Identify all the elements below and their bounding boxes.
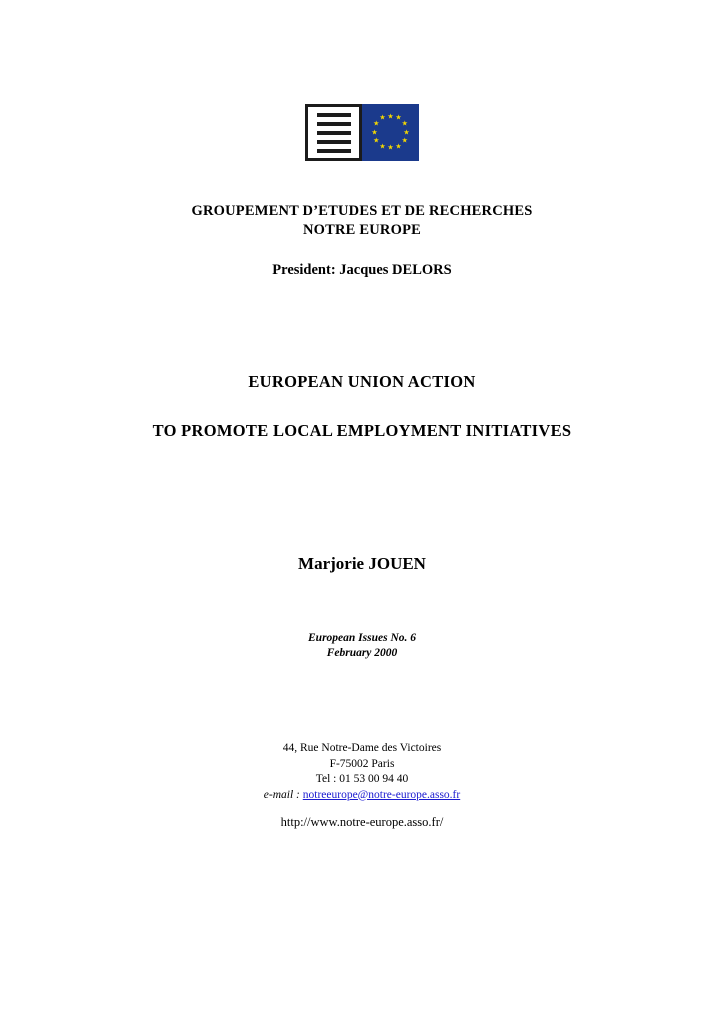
series-issue: European Issues No. 6 — [308, 632, 416, 644]
page-subtitle: TO PROMOTE LOCAL EMPLOYMENT INITIATIVES — [152, 421, 572, 440]
president-line: President: Jacques DELORS — [272, 262, 452, 278]
address-postal-city: F-75002 Paris — [329, 757, 395, 770]
series-date: February 2000 — [326, 647, 398, 659]
logo — [305, 104, 419, 161]
email-label: e-mail : — [263, 788, 300, 801]
contact-address — [283, 741, 441, 788]
series-info — [308, 631, 416, 661]
eu-flag-icon: ★ ★ ★ ★ ★ ★ ★ ★ ★ ★ ★ ★ — [362, 104, 419, 161]
website-url[interactable]: http://www.notre-europe.asso.fr/ — [280, 814, 444, 829]
address-phone: Tel : 01 53 00 94 40 — [315, 773, 409, 785]
organization-name-line1: GROUPEMENT D’ETUDES ET DE RECHERCHES — [191, 203, 533, 219]
logo-line — [317, 140, 351, 144]
address-street: 44, Rue Notre-Dame des Victoires — [282, 742, 442, 754]
page-title: EUROPEAN UNION ACTION — [248, 372, 476, 391]
logo-line — [317, 113, 351, 117]
logo-line — [317, 149, 351, 153]
logo-line — [317, 122, 351, 126]
email-link[interactable]: notreeurope@notre-europe.asso.fr — [302, 788, 461, 801]
logo-line — [317, 131, 351, 135]
organization-name-line2: NOTRE EUROPE — [302, 222, 421, 238]
contact-email-line — [264, 789, 460, 801]
document-lines-icon — [305, 104, 362, 161]
organization-name — [191, 202, 532, 240]
author-name: Marjorie JOUEN — [298, 554, 426, 573]
